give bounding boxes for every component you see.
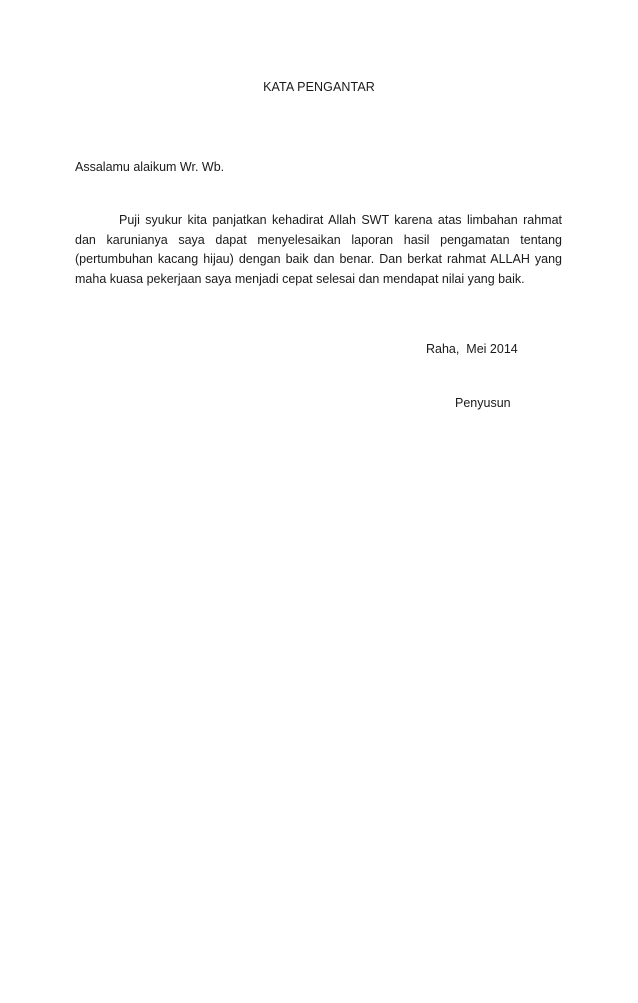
author-label: Penyusun [455, 396, 511, 410]
place-date: Raha, Mei 2014 [426, 342, 518, 356]
document-title: KATA PENGANTAR [263, 80, 375, 94]
body-paragraph: Puji syukur kita panjatkan kehadirat Allah SWT karena atas limbahan rahmat dan karunianya saya dapat menyelesaikan laporan hasil pengamatan tentang (pertumbuhan kacang hijau) dengan baik dan benar. Dan berkat rahmat ALLAH yang maha kuasa pekerjaan saya menjadi cepat selesai dan mendapat nilai yang baik. [75, 213, 562, 287]
greeting-text: Assalamu alaikum Wr. Wb. [75, 160, 225, 174]
